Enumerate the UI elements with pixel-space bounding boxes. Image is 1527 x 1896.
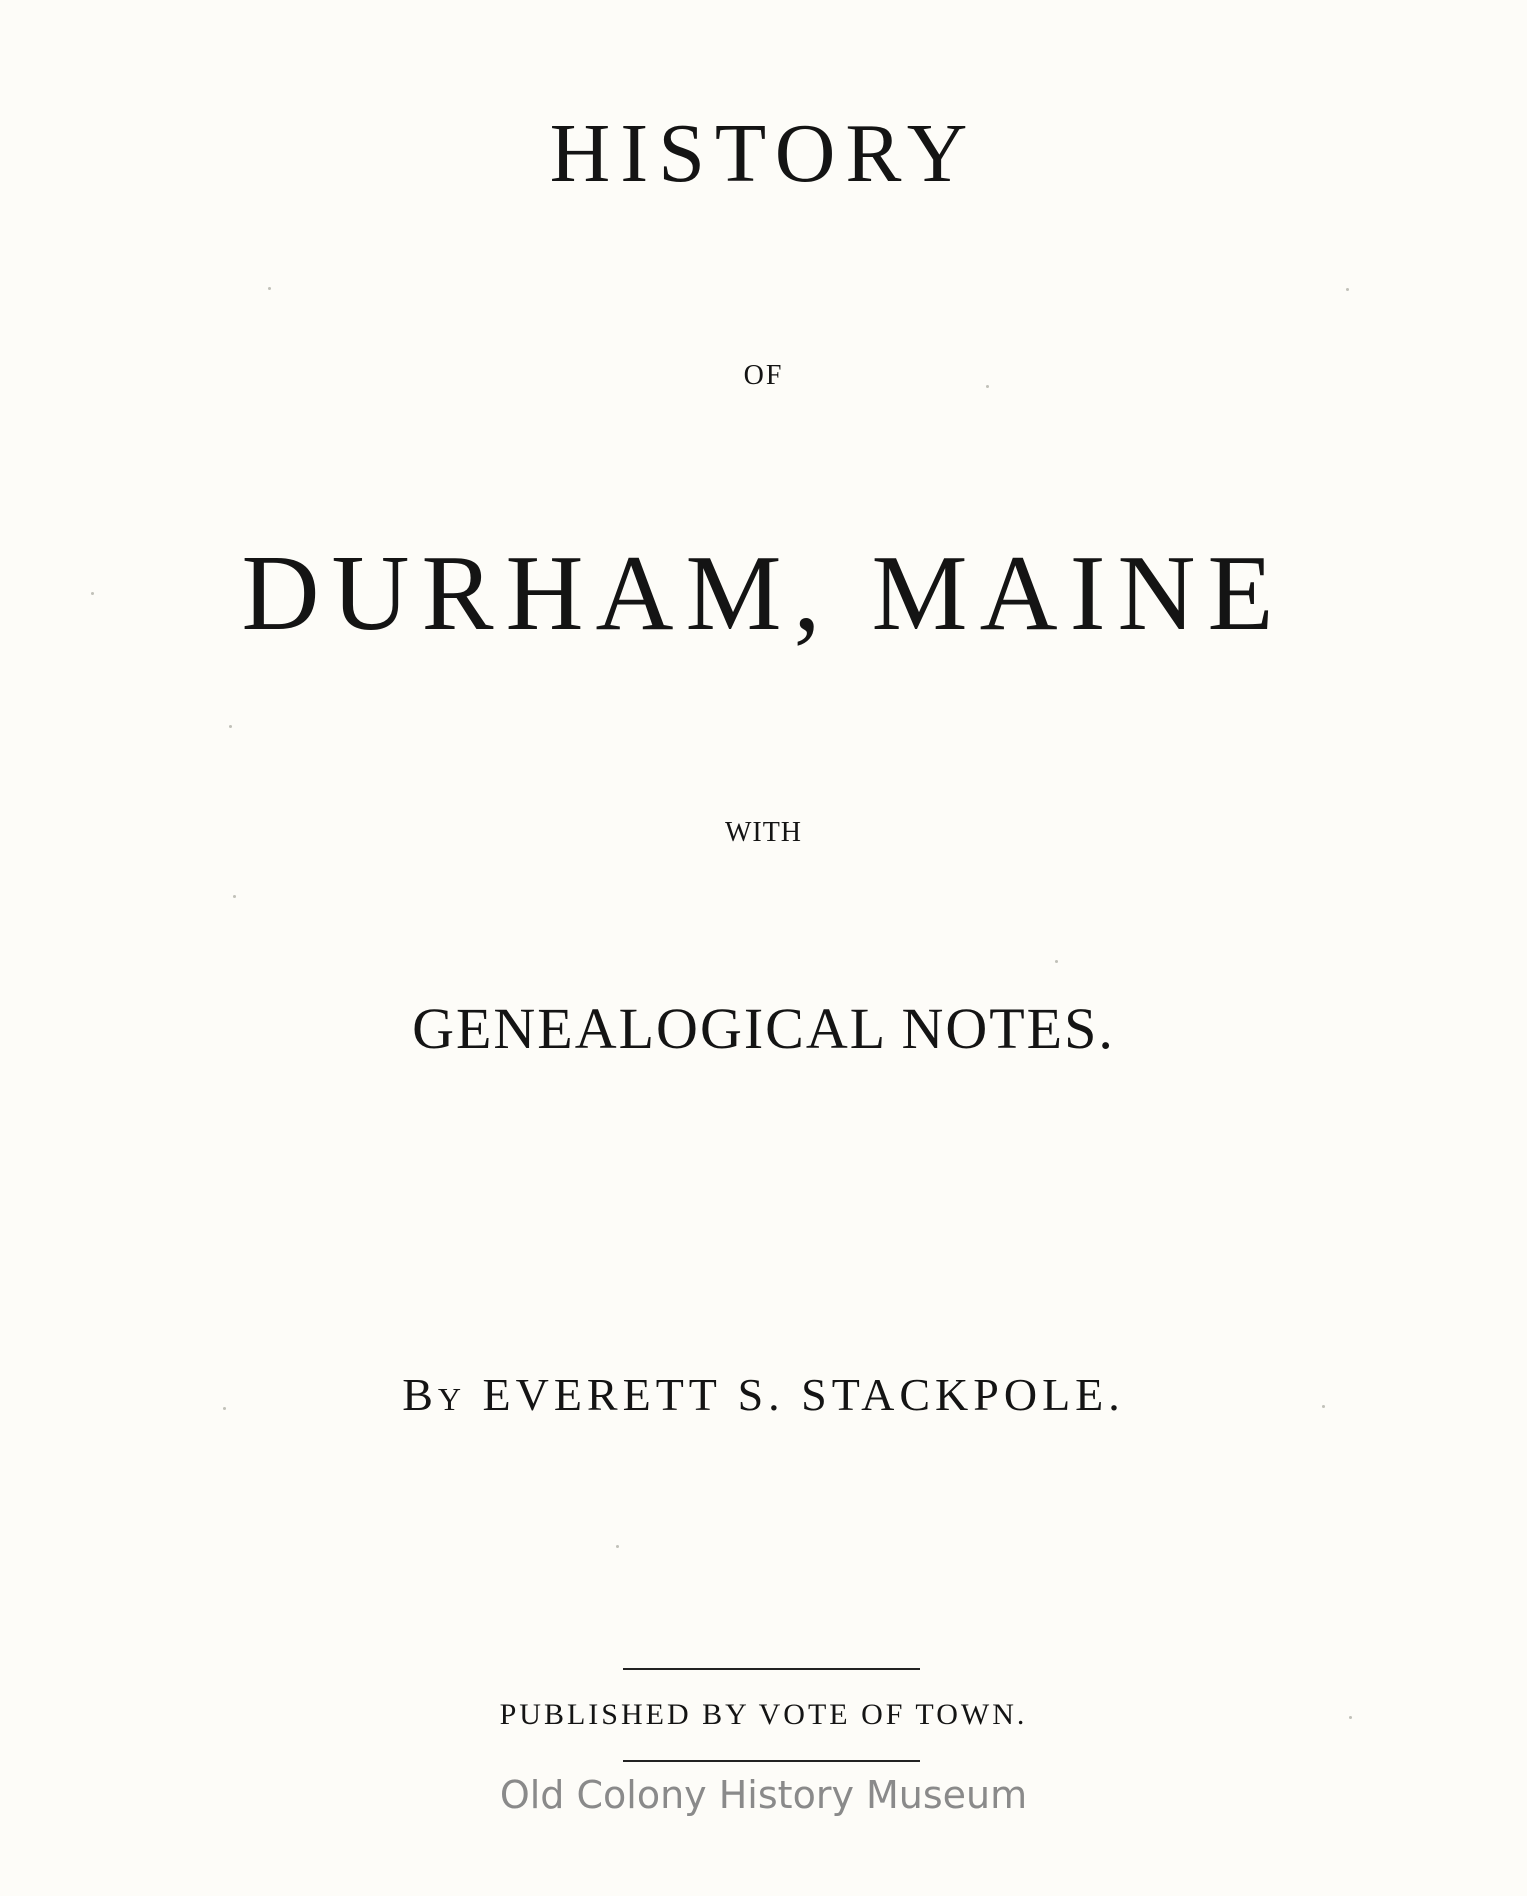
paper-speck [1349,1716,1352,1719]
title-history: HISTORY [549,107,978,200]
paper-speck [616,1545,619,1548]
title-durham-maine: DURHAM, MAINE [241,534,1286,653]
paper-speck [1055,960,1058,963]
paper-speck [1346,288,1349,291]
title-with: WITH [724,817,803,848]
paper-speck [1322,1405,1325,1408]
paper-speck [986,385,989,388]
paper-speck [223,1407,226,1410]
title-genealogical-notes: GENEALOGICAL NOTES. [412,996,1115,1061]
paper-speck [91,592,94,595]
rule-divider-bottom [623,1760,920,1762]
watermark-text: Old Colony History Museum [499,1773,1028,1817]
paper-speck [233,895,236,898]
author-line: By EVERETT S. STACKPOLE. [402,1369,1125,1420]
paper-speck [229,725,232,728]
rule-divider-top [623,1668,920,1670]
publisher-line: PUBLISHED BY VOTE OF TOWN. [499,1698,1028,1731]
paper-speck [268,287,271,290]
title-of: OF [743,360,784,391]
